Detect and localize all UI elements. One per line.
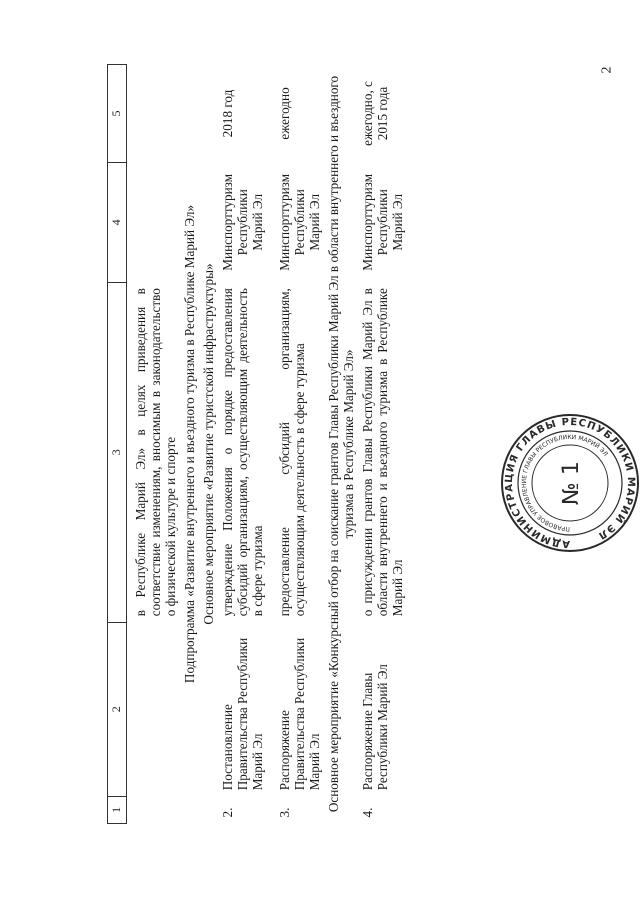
page-number: 2 xyxy=(599,66,615,74)
measure-content: о присуждении грантов Главы Республики Марий Эл в области внутреннего и въездного туризма в Республике Марий Эл xyxy=(360,288,405,617)
measure-content: предоставление субсидий организациям, осуществляющим деятельность в сфере туризма xyxy=(277,288,307,617)
table-header-row xyxy=(108,65,127,824)
responsible-executor: Минспорттуризм Республики Марий Эл xyxy=(360,173,405,271)
main-event-title: Основное мероприятие «Конкурсный отбор на соискание грантов Главы Республики Марий Эл в области внутреннего и въездного туризма в Республике Марий Эл» xyxy=(326,75,356,813)
measures-table xyxy=(107,64,407,824)
responsible-executor: Минспорттуризм Республики Марий Эл xyxy=(277,173,322,271)
table-row xyxy=(267,65,324,824)
main-event-row xyxy=(324,65,358,824)
document-table-frame xyxy=(107,64,527,824)
continuation-text: в Республике Марий Эл» в целях приведения в соответствие изменениям, вносимым в законодательство о физической культуре и спорте xyxy=(133,288,178,617)
execution-term: 2018 год xyxy=(220,89,235,138)
execution-term: ежегодно xyxy=(277,87,292,140)
stamp-ring-text: АДМИНИСТРАЦИЯ ГЛАВЫ РЕСПУБЛИКИ МАРИЙ ЭЛ xyxy=(503,416,637,550)
stamp-number: № 1 xyxy=(559,461,584,505)
column-number-1: 1 xyxy=(108,796,127,823)
column-number-2: 2 xyxy=(108,622,127,796)
measure-content: утверждение Положения о порядке предоставления субсидий организациям, осуществляющим деятельность в сфере туризма xyxy=(220,288,265,617)
row-number: 2. xyxy=(220,807,235,818)
table-row xyxy=(218,65,267,824)
column-number-3: 3 xyxy=(108,282,127,622)
official-stamp xyxy=(499,412,640,554)
table-row xyxy=(358,65,407,824)
legal-act: Распоряжение Правительства Республики Марий Эл xyxy=(277,637,322,791)
column-number-4: 4 xyxy=(108,162,127,282)
legal-act: Постановление Правительства Республики Марий Эл xyxy=(220,637,265,791)
legal-act: Распоряжение Главы Республики Марий Эл xyxy=(360,664,390,791)
subprogram-title: Подпрограмма «Развитие внутреннего и въездного туризма в Республике Марий Эл» xyxy=(182,204,197,684)
row-number: 4. xyxy=(360,807,375,818)
row-number: 3. xyxy=(277,807,292,818)
execution-term: ежегодно, с 2015 года xyxy=(360,81,390,146)
subprogram-row xyxy=(180,65,199,824)
main-event-title: Основное мероприятие «Развитие туристской инфраструктуры» xyxy=(201,263,216,625)
stamp-inner-text: ПРАВОВОЕ УПРАВЛЕНИЕ ГЛАВЫ РЕСПУБЛИКИ МАРИЙ ЭЛ xyxy=(520,433,609,533)
responsible-executor: Минспорттуризм Республики Марий Эл xyxy=(220,173,265,271)
table-row xyxy=(127,65,181,824)
main-event-row xyxy=(199,65,218,824)
column-number-5: 5 xyxy=(108,65,127,163)
